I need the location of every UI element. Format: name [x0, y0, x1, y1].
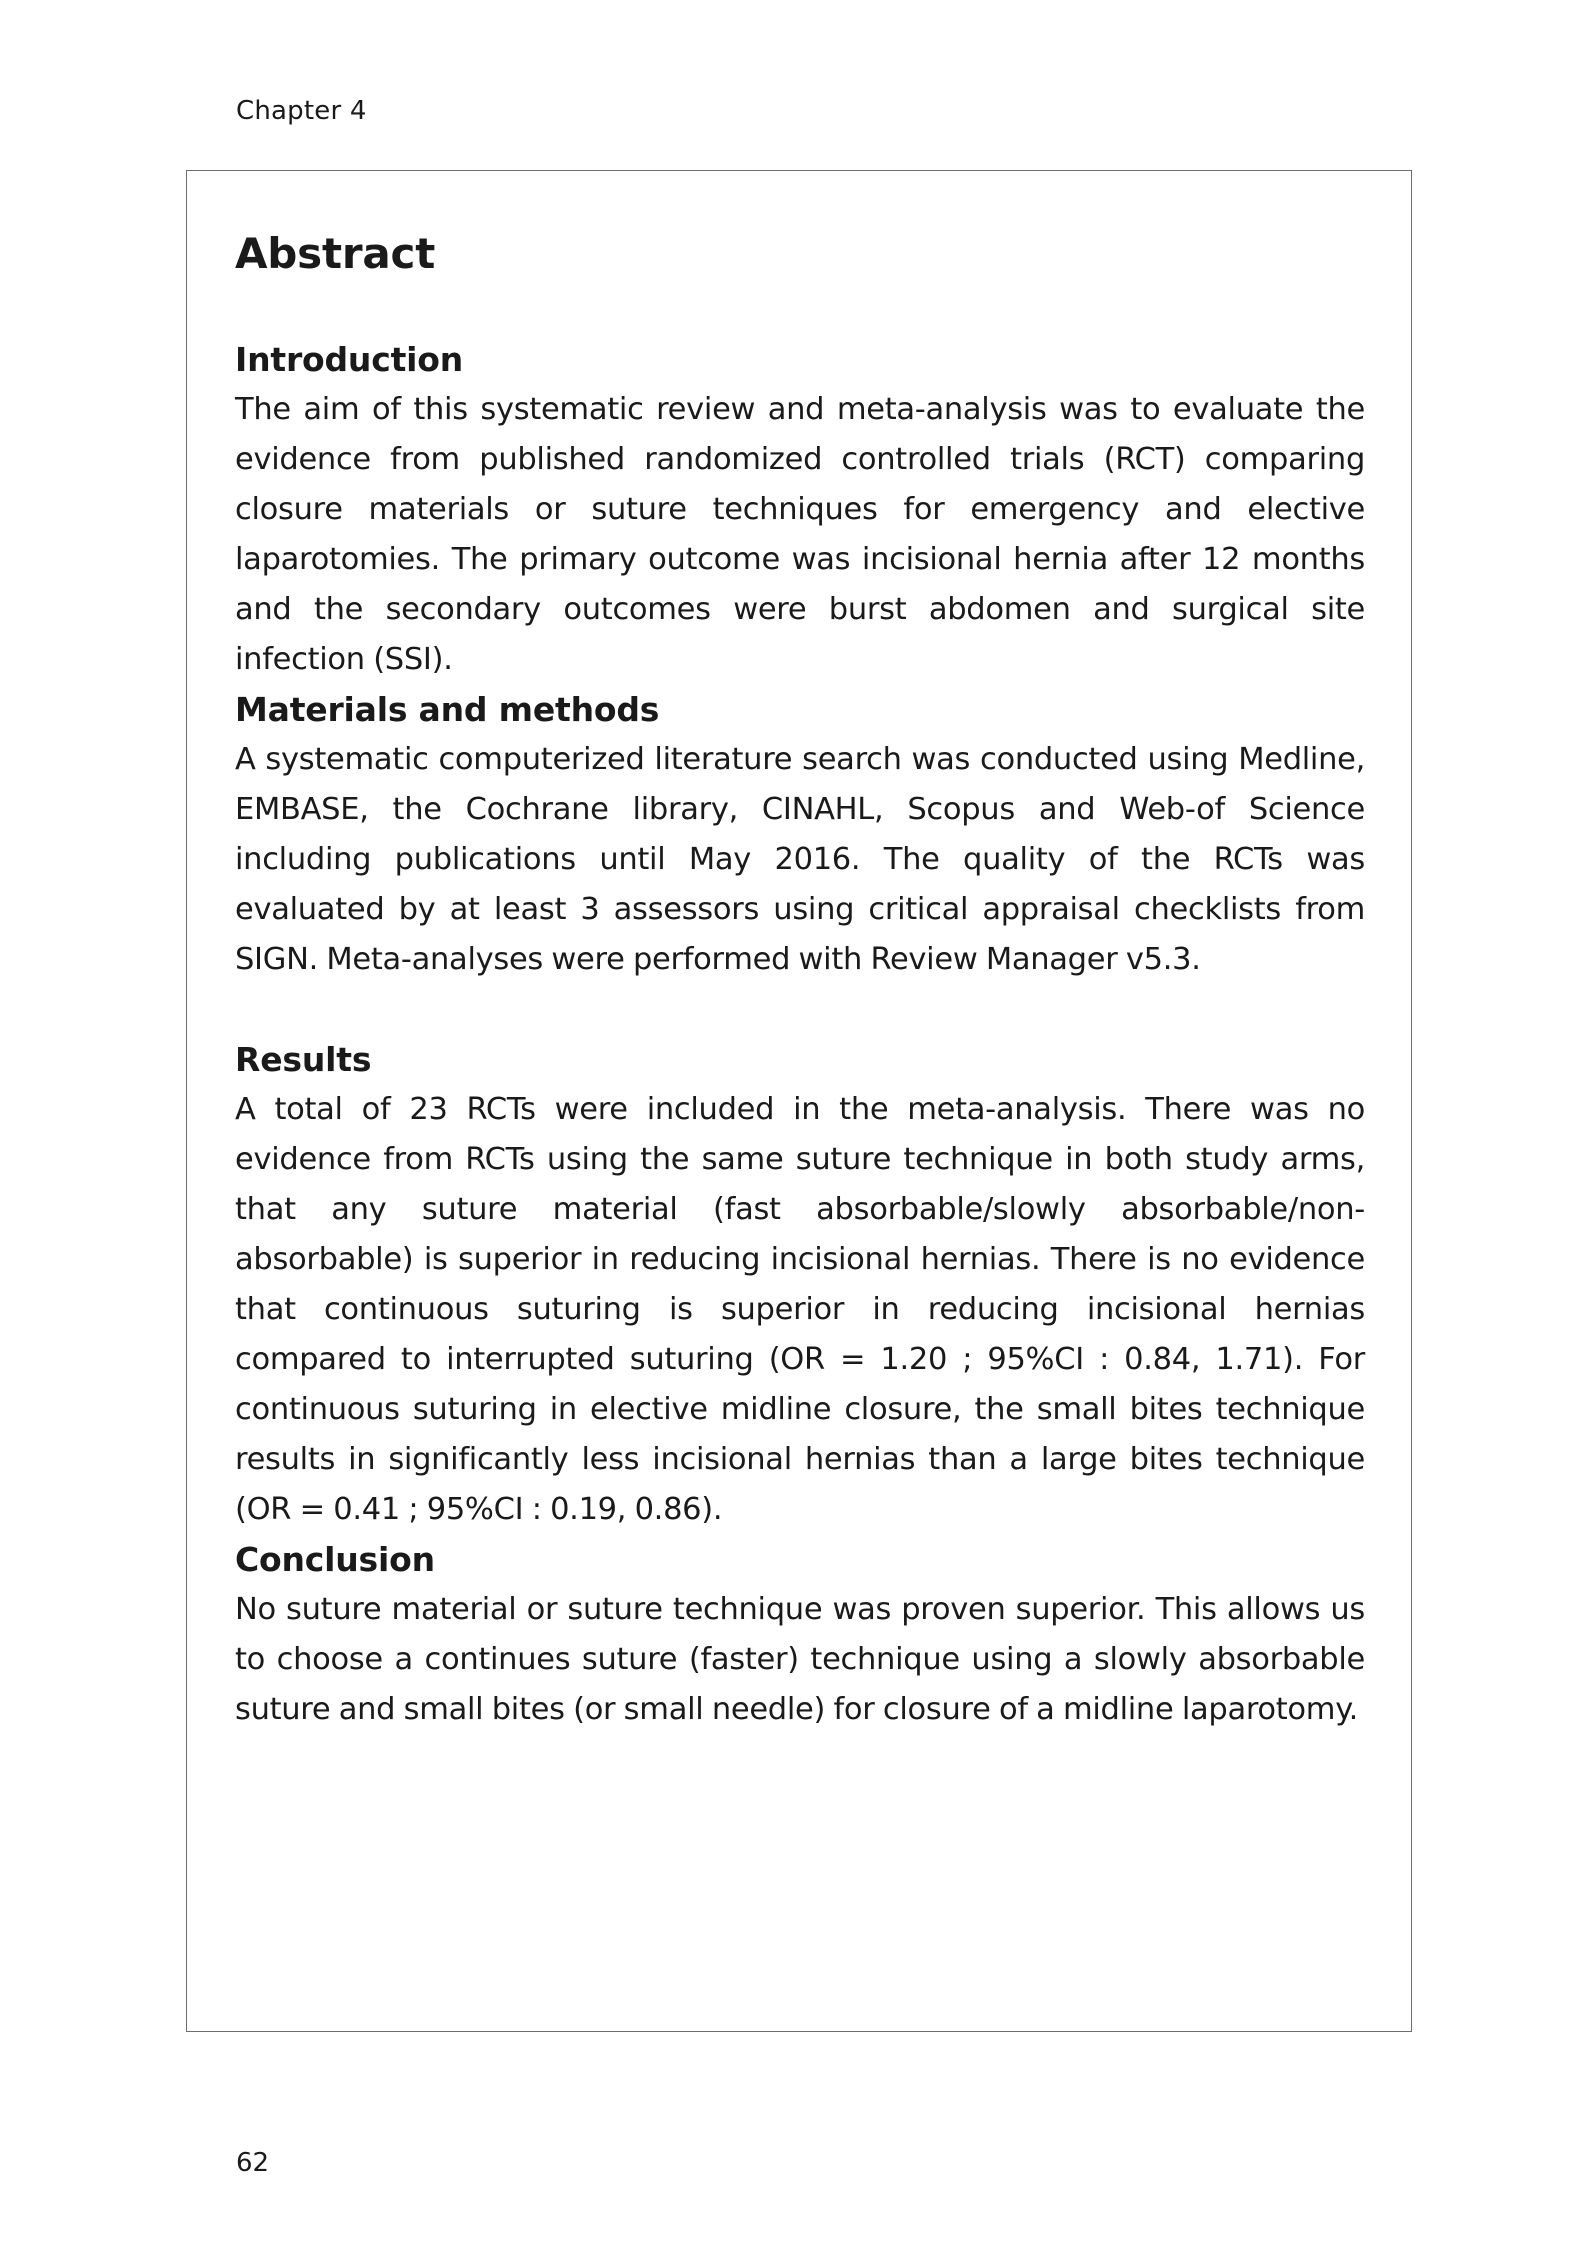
section-heading-results: Results — [235, 1040, 372, 1079]
running-header-chapter: Chapter 4 — [236, 96, 367, 126]
section-body-conclusion: No suture material or suture technique was proven superior. This allows us to choose a continues suture (faster) technique using a slowly absorbable suture and small bites (or small needle) for closure of a midline laparotomy. — [235, 1592, 1365, 1727]
section-body-materials-methods: A systematic computerized literature search was conducted using Medline, EMBASE, the Cochrane library, CINAHL, Scopus and Web-of Science including publications until May 2016. The quality of the RCTs was evaluated by at least 3 assessors using critical appraisal checklists from SIGN. Meta-analyses were performed with Review Manager v5.3. — [235, 742, 1365, 977]
section-heading-introduction: Introduction — [235, 340, 464, 379]
page-number: 62 — [236, 2148, 270, 2178]
section-conclusion — [235, 1535, 1365, 1735]
section-introduction — [235, 335, 1365, 685]
abstract-box — [186, 170, 1412, 2032]
section-body-introduction: The aim of this systematic review and meta-analysis was to evaluate the evidence from published randomized controlled trials (RCT) comparing closure materials or suture techniques for emergency and elective laparotomies. The primary outcome was incisional hernia after 12 months and the secondary outcomes were burst abdomen and surgical site infection (SSI). — [235, 392, 1365, 677]
section-results — [235, 1035, 1365, 1535]
section-body-results: A total of 23 RCTs were included in the meta-analysis. There was no evidence from RCTs using the same suture technique in both study arms, that any suture material (fast absorbable/slowly absorbable/non-absorbable) is superior in reducing incisional hernias. There is no evidence that continuous suturing is superior in reducing incisional hernias compared to interrupted suturing (OR = 1.20 ; 95%CI : 0.84, 1.71). For continuous suturing in elective midline closure, the small bites technique results in significantly less incisional hernias than a large bites technique (OR = 0.41 ; 95%CI : 0.19, 0.86). — [235, 1092, 1365, 1527]
section-materials-methods — [235, 685, 1365, 985]
section-heading-materials-methods: Materials and methods — [235, 690, 660, 729]
abstract-title: Abstract — [235, 229, 436, 278]
section-heading-conclusion: Conclusion — [235, 1540, 435, 1579]
